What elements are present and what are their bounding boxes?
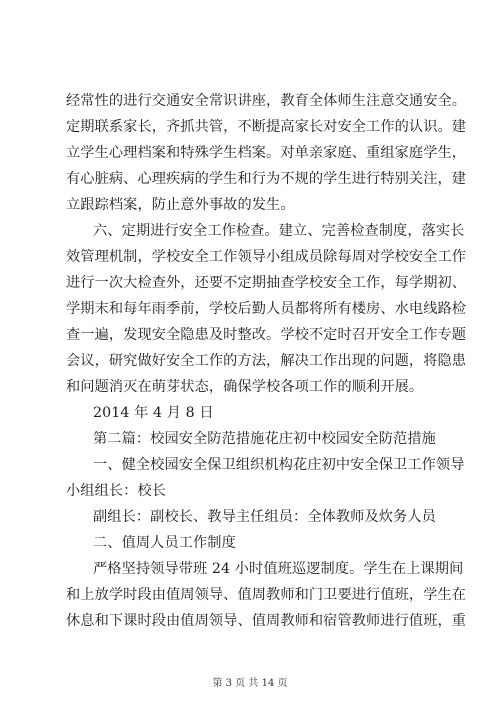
section-heading: 第二篇：校园安全防范措施花庄初中校园安全防范措施 [93,431,436,447]
text-line: 效管理机制，学校安全工作领导小组成员除每周对学校安全工作 [66,249,467,265]
text-line: 和问题消灭在萌芽状态，确保学校各项工作的顺利开展。 [66,379,424,395]
text-line: 经常性的进行交通安全常识讲座，教育全体师生注意交通安全。 [66,93,467,109]
document-body [66,88,467,634]
text-line: 立学生心理档案和特殊学生档案。对单亲家庭、重组家庭学生， [66,145,467,161]
text-line: 和上放学时段由值周领导、值周教师和门卫要进行值班，学生在 [66,587,467,603]
page-number-footer: 第 3 页 共 14 页 [212,678,288,689]
text-line: 有心脏病、心理疾病的学生和行为不规的学生进行特别关注，建 [66,171,467,187]
paragraph-start-line: 六、定期进行安全工作检查。建立、完善检查制度，落实长 [93,223,465,239]
text-line: 会议，研究做好安全工作的方法，解决工作出现的问题，将隐患 [66,353,467,369]
text-line: 进行一次大检查外，还要不定期抽查学校安全工作，每学期初、 [66,275,467,291]
text-line: 立跟踪档案，防止意外事故的发生。 [66,197,295,213]
paragraph-start-line: 副组长：副校长、教导主任组员：全体教师及炊务人员 [93,509,436,525]
paragraph-start-line: 严格坚持领导带班 24 小时值班巡逻制度。学生在上课期间 [93,561,464,577]
text-line: 学期末和每年雨季前，学校后勤人员都将所有楼房、水电线路检 [66,301,467,317]
text-line: 查一遍，发现安全隐患及时整改。学校不定时召开安全工作专题 [66,327,467,343]
text-line: 小组组长：校长 [66,483,167,499]
date-line: 2014 年 4 月 8 日 [93,405,214,421]
text-line: 休息和下课时段由值周领导、值周教师和宿管教师进行值班，重 [66,613,467,629]
section-heading: 二、值周人员工作制度 [93,535,236,551]
paragraph-start-line: 一、健全校园安全保卫组织机构花庄初中安全保卫工作领导 [93,457,465,473]
text-line: 定期联系家长，齐抓共管，不断提高家长对安全工作的认识。建 [66,119,467,135]
